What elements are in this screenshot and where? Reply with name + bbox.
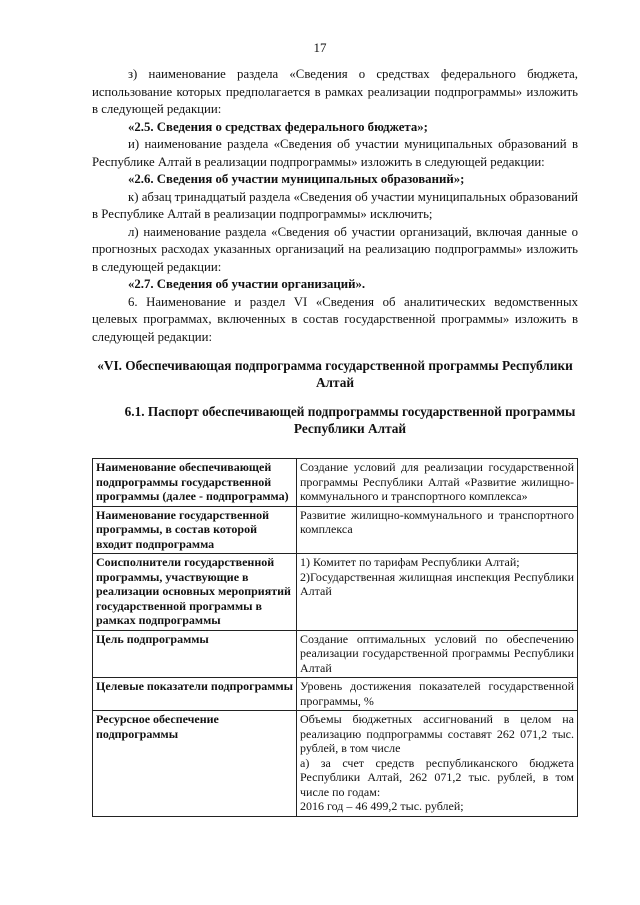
section-heading: «VI. Обеспечивающая подпрограмма государственной программы Республики Алтай — [97, 358, 573, 390]
table-row — [93, 459, 578, 507]
value-line: Создание оптимальных условий по обеспечению реализации государственной программы Республики Алтай — [300, 631, 574, 675]
document-body — [92, 66, 578, 449]
row-label: Соисполнители государственной программы, участвующие в реализации основных мероприятий государственной программы в рамках подпрограммы — [93, 554, 297, 631]
page-number: 17 — [313, 40, 327, 55]
table-row — [93, 554, 578, 631]
row-label: Наименование государственной программы, в состав которой входит подпрограмма — [93, 506, 297, 554]
value-line: 1) Комитет по тарифам Республики Алтай; — [300, 555, 520, 569]
value-line: Развитие жилищно-коммунального и транспортного комплекса — [300, 507, 574, 536]
row-label: Наименование обеспечивающей подпрограммы государственной программы (далее - подпрограмма) — [93, 459, 297, 507]
value-line: а) за счет средств республиканского бюджета Республики Алтай, 262 071,2 тыс. рублей, в том числе по годам: — [300, 755, 574, 799]
row-value — [297, 506, 578, 554]
row-label: Ресурсное обеспечение подпрограммы — [93, 711, 297, 817]
value-line: Объемы бюджетных ассигнований в целом на реализацию подпрограммы составят 262 071,2 тыс. рублей, в том числе — [300, 712, 574, 755]
row-label: Целевые показатели подпрограммы — [93, 678, 297, 711]
table-row — [93, 678, 578, 711]
passport-table — [92, 458, 578, 817]
value-line: Создание условий для реализации государственной программы Республики Алтай «Развитие жилищно-коммунального и транспортного комплекса» — [300, 460, 574, 503]
table-row — [93, 630, 578, 678]
value-line: 2)Государственная жилищная инспекция Республики Алтай — [300, 569, 574, 598]
row-value — [297, 678, 578, 711]
bold-paragraph: «2.5. Сведения о средствах федерального бюджета»; — [128, 119, 428, 134]
bold-paragraph: «2.7. Сведения об участии организаций». — [128, 277, 366, 291]
value-line: 2016 год – 46 499,2 тыс. рублей; — [300, 799, 464, 813]
row-value — [297, 459, 578, 507]
row-value — [297, 711, 578, 817]
row-value — [297, 630, 578, 678]
value-line: Уровень достижения показателей государственной программы, % — [300, 679, 574, 708]
paragraph: з) наименование раздела «Сведения о средствах федерального бюджета, использование которых предполагается в рамках реализации подпрограммы» изложить в следующей редакции: — [92, 67, 578, 116]
paragraph: к) абзац тринадцатый раздела «Сведения об участии муниципальных образований в Республике Алтай в реализации подпрограммы» исключить; — [92, 189, 578, 221]
paragraph: 6. Наименование и раздел VI «Сведения об аналитических ведомственных целевых программах, включенных в состав государственной программы» изложить в следующей редакции: — [92, 294, 578, 344]
table-row — [93, 506, 578, 554]
table-row — [93, 711, 578, 817]
bold-paragraph: «2.6. Сведения об участии муниципальных образований»; — [128, 172, 465, 186]
paragraph: и) наименование раздела «Сведения об участии муниципальных образований в Республике Алтай в реализации подпрограммы» изложить в следующей редакции: — [92, 137, 578, 169]
paragraph-list — [92, 66, 578, 346]
row-value — [297, 554, 578, 631]
row-label: Цель подпрограммы — [93, 630, 297, 678]
paragraph: л) наименование раздела «Сведения об участии организаций, включая данные о прогнозных расходах указанных организаций на реализацию подпрограммы» изложить в следующей редакции: — [92, 224, 578, 274]
subsection-heading: 6.1. Паспорт обеспечивающей подпрограммы государственной программы Республики Алтай — [124, 404, 576, 436]
